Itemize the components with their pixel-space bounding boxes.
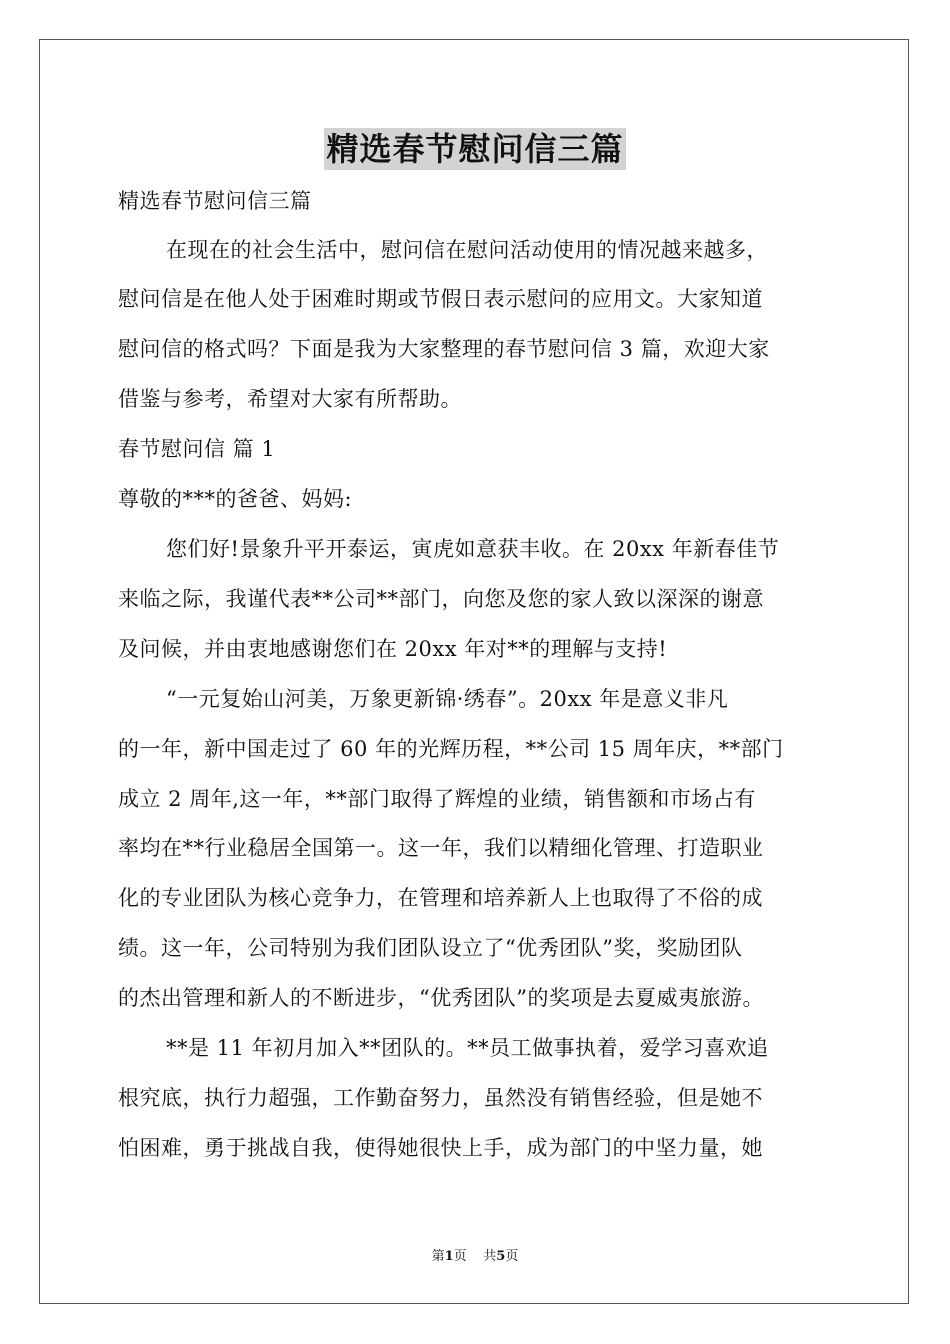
page-border	[39, 39, 909, 1304]
footer-total-pages: 5	[496, 1249, 506, 1264]
document-title-wrap	[0, 128, 950, 170]
text-line: 绩。这一年，公司特别为我们团队设立了“优秀团队”奖，奖励团队	[118, 936, 743, 960]
footer-page-number: 1	[444, 1249, 454, 1264]
text-line: 怕困难，勇于挑战自我，使得她很快上手，成为部门的中坚力量，她	[118, 1136, 763, 1160]
footer-total-prefix: 共	[483, 1249, 497, 1264]
text-line: **是 11 年初月加入**团队的。**员工做事执着，爱学习喜欢追	[166, 1036, 769, 1060]
text-line: 借鉴与参考，希望对大家有所帮助。	[118, 387, 462, 411]
text-line: 您们好!景象升平开泰运，寅虎如意获丰收。在 20xx 年新春佳节	[166, 537, 780, 561]
text-line: 慰问信是在他人处于困难时期或节假日表示慰问的应用文。大家知道	[118, 287, 763, 311]
text-line: 慰问信的格式吗？下面是我为大家整理的春节慰问信 3 篇，欢迎大家	[118, 337, 770, 361]
footer-page-prefix: 第	[431, 1249, 445, 1264]
text-line: 及问候，并由衷地感谢您们在 20xx 年对**的理解与支持!	[118, 637, 668, 661]
text-line: 在现在的社会生活中，慰问信在慰问活动使用的情况越来越多，	[166, 238, 768, 262]
document-title: 精选春节慰问信三篇	[326, 130, 624, 168]
text-line: 化的专业团队为核心竞争力，在管理和培养新人上也取得了不俗的成	[118, 886, 763, 910]
text-line: 成立 2 周年,这一年，**部门取得了辉煌的业绩，销售额和市场占有	[118, 787, 756, 811]
text-line: 率均在**行业稳居全国第一。这一年，我们以精细化管理、打造职业	[118, 836, 764, 860]
text-line: 来临之际，我谨代表**公司**部门，向您及您的家人致以深深的谢意	[118, 587, 764, 611]
text-line: “一元复始山河美，万象更新锦·绣春”。20xx 年是意义非凡	[166, 687, 729, 711]
text-line: 根究底，执行力超强，工作勤奋努力，虽然没有销售经验，但是她不	[118, 1086, 763, 1110]
salutation: 尊敬的***的爸爸、妈妈:	[118, 487, 353, 511]
page-footer	[0, 1248, 950, 1266]
footer-total-suffix: 页	[505, 1249, 519, 1264]
text-line: 精选春节慰问信三篇	[118, 189, 312, 213]
text-line: 的一年，新中国走过了 60 年的光辉历程，**公司 15 周年庆，**部门	[118, 737, 784, 761]
section-heading: 春节慰问信 篇 1	[118, 437, 276, 461]
footer-page-suffix: 页	[453, 1249, 467, 1264]
text-line: 的杰出管理和新人的不断进步，“优秀团队”的奖项是去夏威夷旅游。	[118, 986, 764, 1010]
